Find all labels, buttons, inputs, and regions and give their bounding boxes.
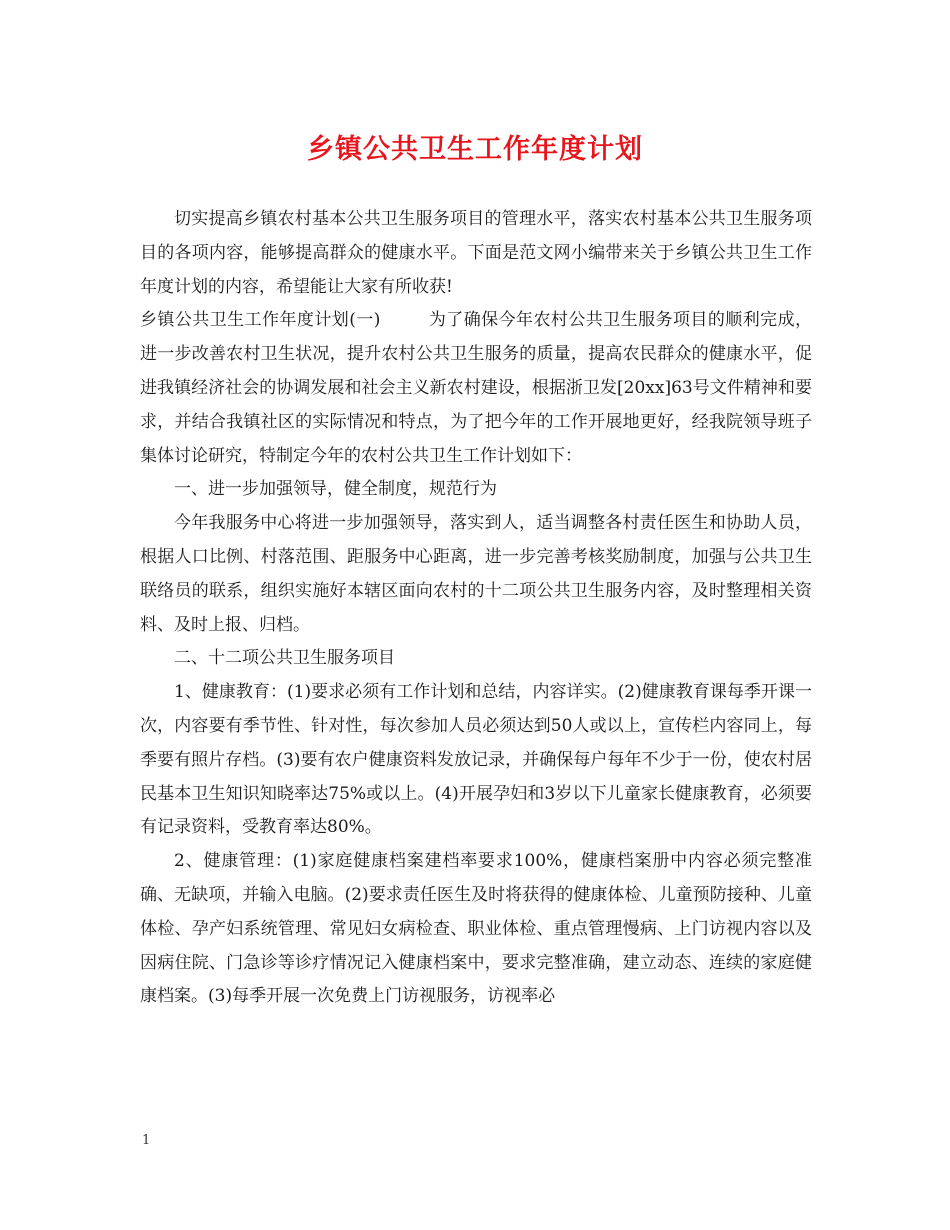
section1-body: 今年我服务中心将进一步加强领导，落实到人，适当调整各村责任医生和协助人员，根据人口比例、村落范围、距服务中心距离，进一步完善考核奖励制度，加强与公共卫生联络员的联系，组织实施好本辖区面向农村的十二项公共卫生服务内容，及时整理相关资料、及时上报、归档。 xyxy=(140,513,812,635)
document-body xyxy=(140,203,812,1014)
section1-heading: 一、进一步加强领导，健全制度，规范行为 xyxy=(174,479,497,500)
plan-heading: 乡镇公共卫生工作年度计划(一) xyxy=(140,310,381,331)
item-health-education: 1、健康教育：(1)要求必须有工作计划和总结，内容详实。(2)健康教育课每季开课一次，内容要有季节性、针对性，每次参加人员必须达到50人或以上，宣传栏内容同上，每季要有照片存档。(3)要有农户健康资料发放记录，并确保每户每年不少于一份，使农村居民基本卫生知识知晓率达75%或以上。(4)开展孕妇和3岁以下儿童家长健康教育，必须要有记录资料，受教育率达80%。 xyxy=(140,682,812,838)
page-number: 1 xyxy=(142,1133,151,1148)
plan-intro-text: 为了确保今年农村公共卫生服务项目的顺利完成，进一步改善农村卫生状况，提升农村公共卫生服务的质量，提高农民群众的健康水平，促进我镇经济社会的协调发展和社会主义新农村建设，根据浙卫发[20xx]63号文件精神和要求，并结合我镇社区的实际情况和特点，为了把今年的工作开展地更好，经我院领导班子集体讨论研究，特制定今年的农村公共卫生工作计划如下： xyxy=(140,310,813,466)
plan-paragraph xyxy=(140,304,812,473)
intro-paragraph: 切实提高乡镇农村基本公共卫生服务项目的管理水平，落实农村基本公共卫生服务项目的各项内容，能够提高群众的健康水平。下面是范文网小编带来关于乡镇公共卫生工作年度计划的内容，希望能让大家有所收获! xyxy=(140,209,812,297)
section2-heading: 二、十二项公共卫生服务项目 xyxy=(174,648,395,669)
document-title: 乡镇公共卫生工作年度计划 xyxy=(307,134,643,165)
item-health-management: 2、健康管理：(1)家庭健康档案建档率要求100%，健康档案册中内容必须完整准确、无缺项，并输入电脑。(2)要求责任医生及时将获得的健康体检、儿童预防接种、儿童体检、孕产妇系统管理、常见妇女病检查、职业体检、重点管理慢病、上门访视内容以及因病住院、门急诊等诊疗情况记入健康档案中，要求完整准确，建立动态、连续的家庭健康档案。(3)每季开展一次免费上门访视服务，访视率必 xyxy=(140,851,812,1007)
